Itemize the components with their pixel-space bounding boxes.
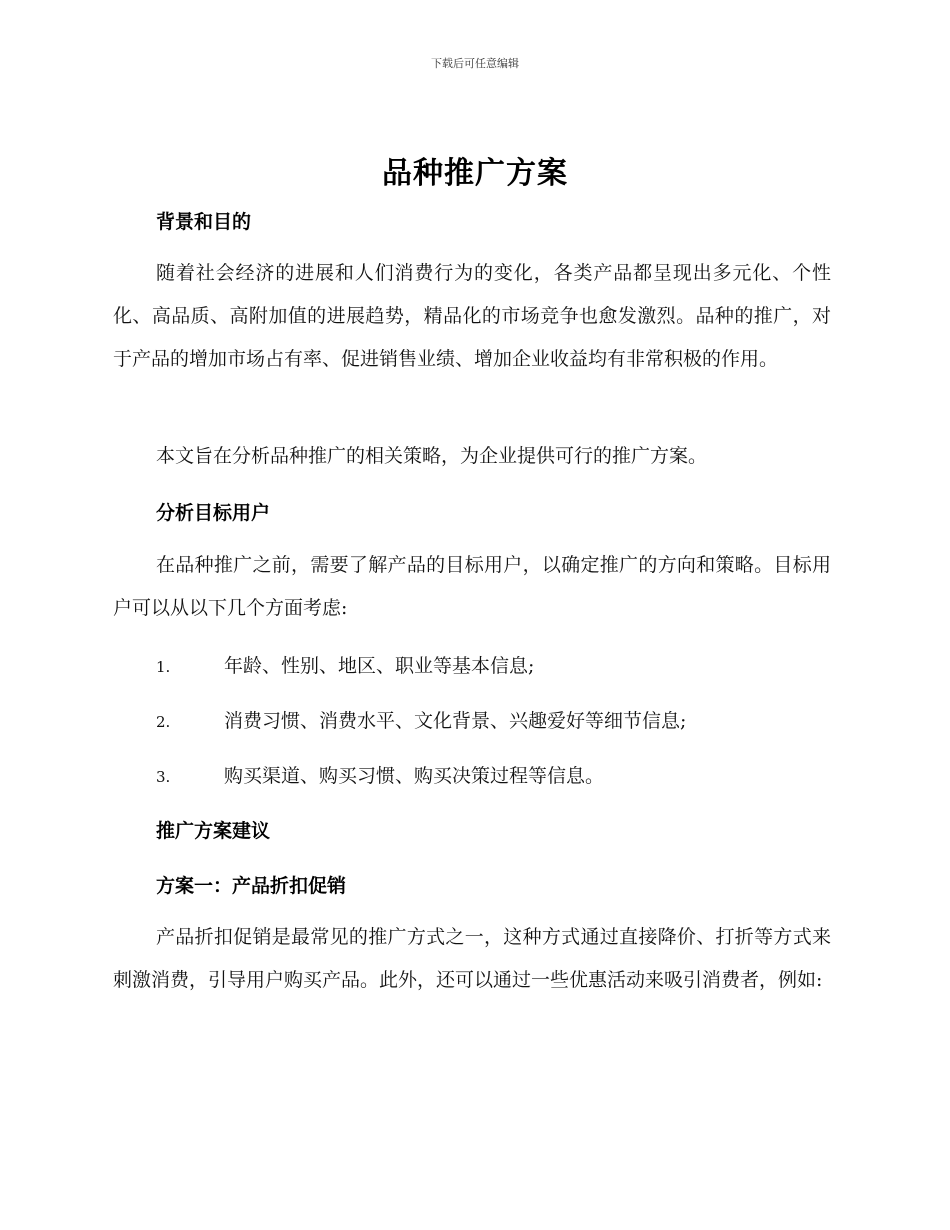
heading-plan-1: 方案一：产品折扣促销 — [156, 875, 347, 897]
list-text: 购买渠道、购买习惯、购买决策过程等信息。 — [224, 765, 605, 787]
heading-proposals: 推广方案建议 — [156, 820, 271, 842]
document-title: 品种推广方案 — [382, 156, 568, 191]
list-number: 2. — [156, 713, 171, 731]
paragraph-background-2: 本文旨在分析品种推广的相关策略，为企业提供可行的推广方案。 — [156, 445, 708, 467]
list-text: 消费习惯、消费水平、文化背景、兴趣爱好等细节信息; — [224, 710, 687, 732]
paragraph-plan-1: 产品折扣促销是最常见的推广方式之一，这种方式通过直接降价、打折等方式来刺激消费，引导用户购买产品。此外，还可以通过一些优惠活动来吸引消费者，例如: — [113, 926, 831, 991]
list-number: 1. — [156, 658, 171, 676]
paragraph-background-1: 随着社会经济的进展和人们消费行为的变化，各类产品都呈现出多元化、个性化、高品质、高附加值的进展趋势，精品化的市场竞争也愈发激烈。品种的推广，对于产品的增加市场占有率、促进销售业绩、增加企业收益均有非常积极的作用。 — [113, 262, 831, 370]
heading-background: 背景和目的 — [156, 211, 252, 233]
paragraph-target-users: 在品种推广之前，需要了解产品的目标用户，以确定推广的方向和策略。目标用户可以从以下几个方面考虑: — [113, 554, 831, 619]
header-note: 下载后可任意编辑 — [431, 57, 519, 70]
list-number: 3. — [156, 768, 171, 786]
list-item — [156, 761, 604, 788]
list-text: 年龄、性别、地区、职业等基本信息; — [224, 655, 535, 677]
list-item — [156, 651, 534, 678]
list-item — [156, 706, 686, 733]
heading-target-users: 分析目标用户 — [156, 502, 271, 524]
